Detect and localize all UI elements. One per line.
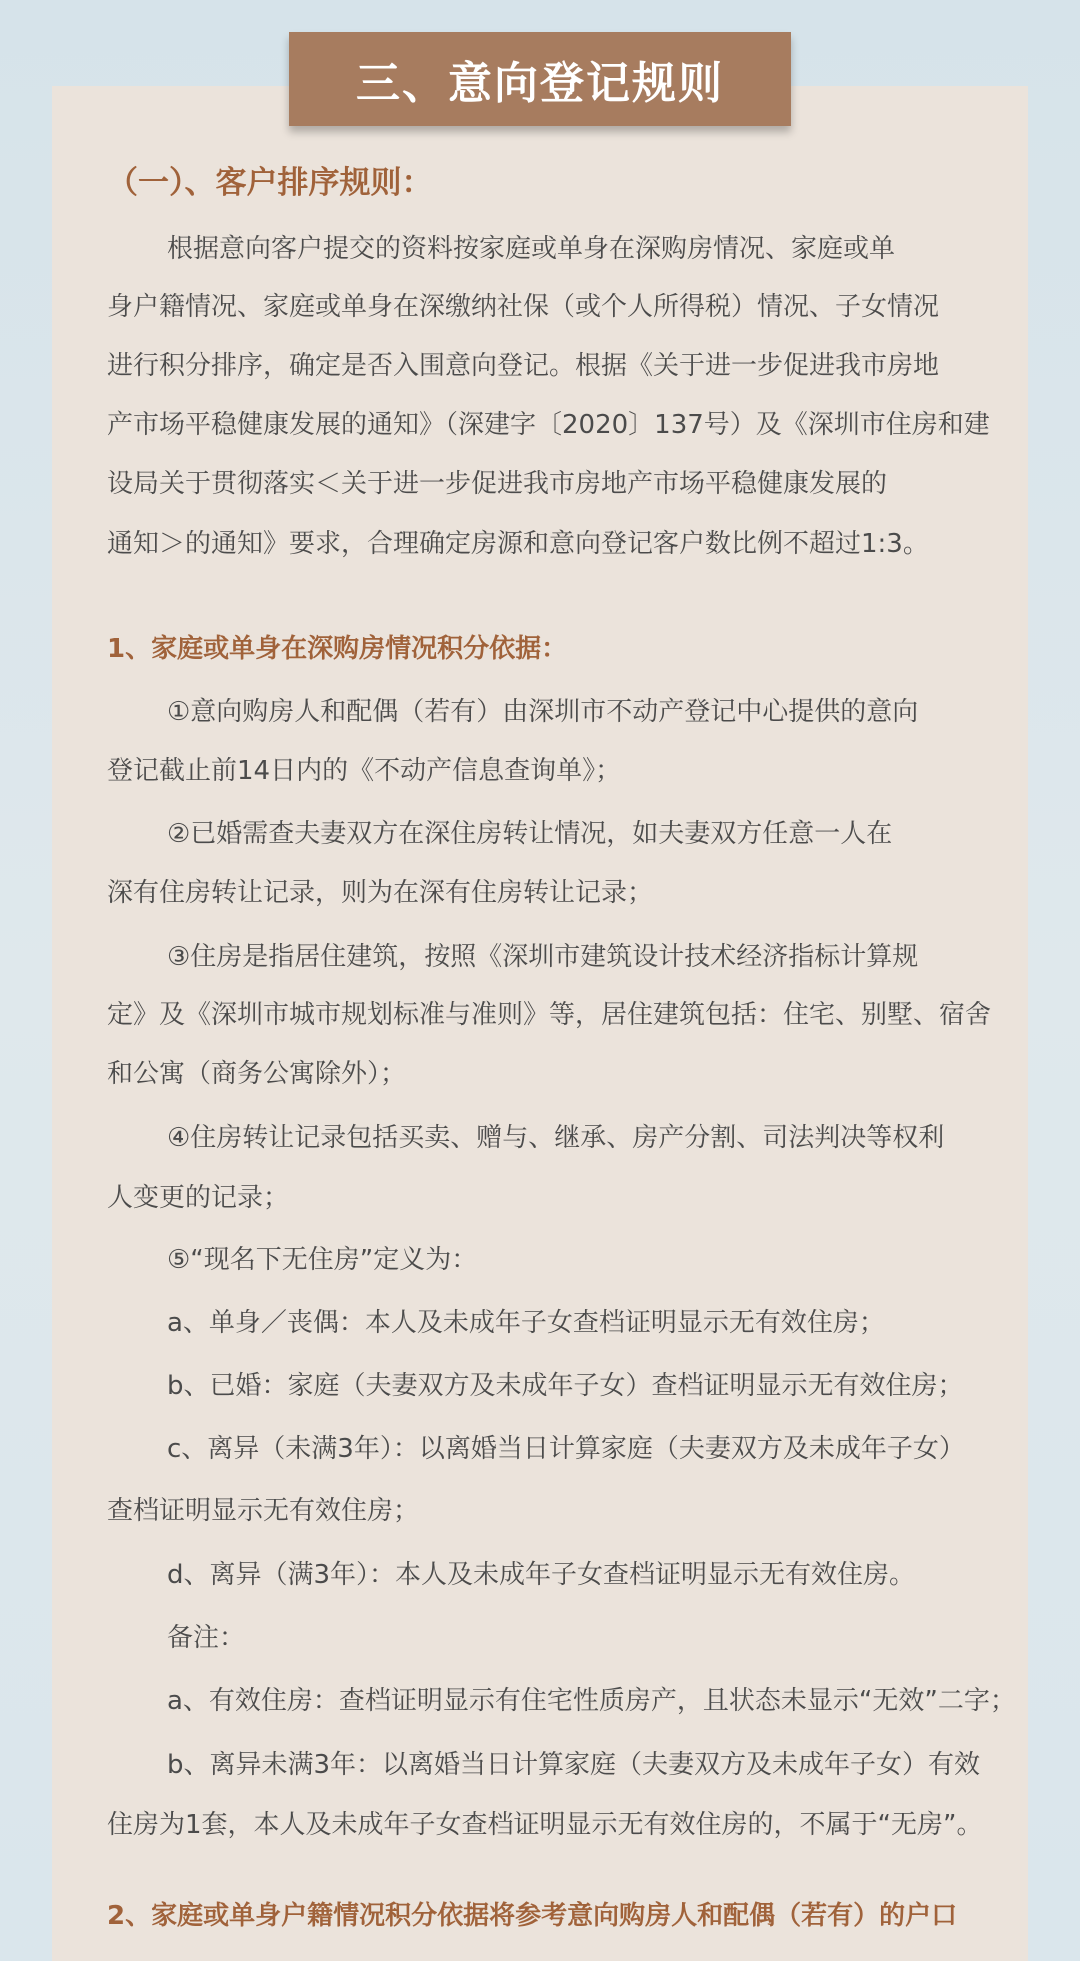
list-item-line: c、离异（未满3年）：以离婚当日计算家庭（夫妻双方及未成年子女）: [167, 1434, 965, 1464]
list-item-line: a、有效住房：查档证明显示有住宅性质房产，且状态未显示“无效”二字；: [167, 1686, 1016, 1716]
paragraph-line: 设局关于贯彻落实＜关于进一步促进我市房地产市场平稳健康发展的: [107, 469, 888, 499]
list-item-line: 登记截止前14日内的《不动产信息查询单》；: [107, 756, 622, 786]
list-item-line: 住房为1套，本人及未成年子女查档证明显示无有效住房的，不属于“无房”。: [107, 1810, 983, 1840]
list-item-line: d、离异（满3年）：本人及未成年子女查档证明显示无有效住房。: [167, 1560, 916, 1590]
list-item-line: ①意向购房人和配偶（若有）由深圳市不动产登记中心提供的意向: [167, 697, 919, 727]
list-item-line: a、单身／丧偶：本人及未成年子女查档证明显示无有效住房；: [167, 1308, 885, 1338]
list-item-line: 深有住房转让记录，则为在深有住房转让记录；: [107, 878, 654, 908]
paragraph-line: 身户籍情况、家庭或单身在深缴纳社保（或个人所得税）情况、子女情况: [107, 292, 940, 322]
list-item-line: ⑤“现名下无住房”定义为：: [167, 1245, 478, 1275]
list-item-line: b、已婚：家庭（夫妻双方及未成年子女）查档证明显示无有效住房；: [167, 1371, 964, 1401]
list-item-line: 定》及《深圳市城市规划标准与准则》等，居住建筑包括：住宅、别墅、宿舍: [107, 1000, 992, 1030]
section-heading-purchase-points: 1、家庭或单身在深购房情况积分依据：: [107, 634, 568, 664]
list-item-line: 人变更的记录；: [107, 1183, 290, 1213]
note-label: 备注：: [167, 1623, 246, 1653]
list-item-line: b、离异未满3年：以离婚当日计算家庭（夫妻双方及未成年子女）有效: [167, 1750, 981, 1780]
section-heading-household-registration: 2、家庭或单身户籍情况积分依据将参考意向购房人和配偶（若有）的户口: [107, 1901, 958, 1931]
paragraph-line: 根据意向客户提交的资料按家庭或单身在深购房情况、家庭或单: [167, 234, 896, 264]
list-item-line: ②已婚需查夫妻双方在深住房转让情况，如夫妻双方任意一人在: [167, 819, 893, 849]
paragraph-line: 通知＞的通知》要求，合理确定房源和意向登记客户数比例不超过1:3。: [107, 529, 929, 559]
list-item-line: ④住房转让记录包括买卖、赠与、继承、房产分割、司法判决等权利: [167, 1123, 945, 1153]
list-item-line: ③住房是指居住建筑，按照《深圳市建筑设计技术经济指标计算规: [167, 942, 919, 972]
paragraph-line: 产市场平稳健康发展的通知》（深建字〔2020〕137号）及《深圳市住房和建: [107, 410, 990, 440]
paragraph-line: 进行积分排序，确定是否入围意向登记。根据《关于进一步促进我市房地: [107, 351, 940, 381]
page-title: 三、意向登记规则: [289, 32, 791, 126]
list-item-line: 查档证明显示无有效住房；: [107, 1496, 420, 1526]
list-item-line: 和公寓（商务公寓除外）；: [107, 1059, 407, 1089]
section-heading-customer-ranking: （一）、客户排序规则：: [107, 165, 433, 201]
